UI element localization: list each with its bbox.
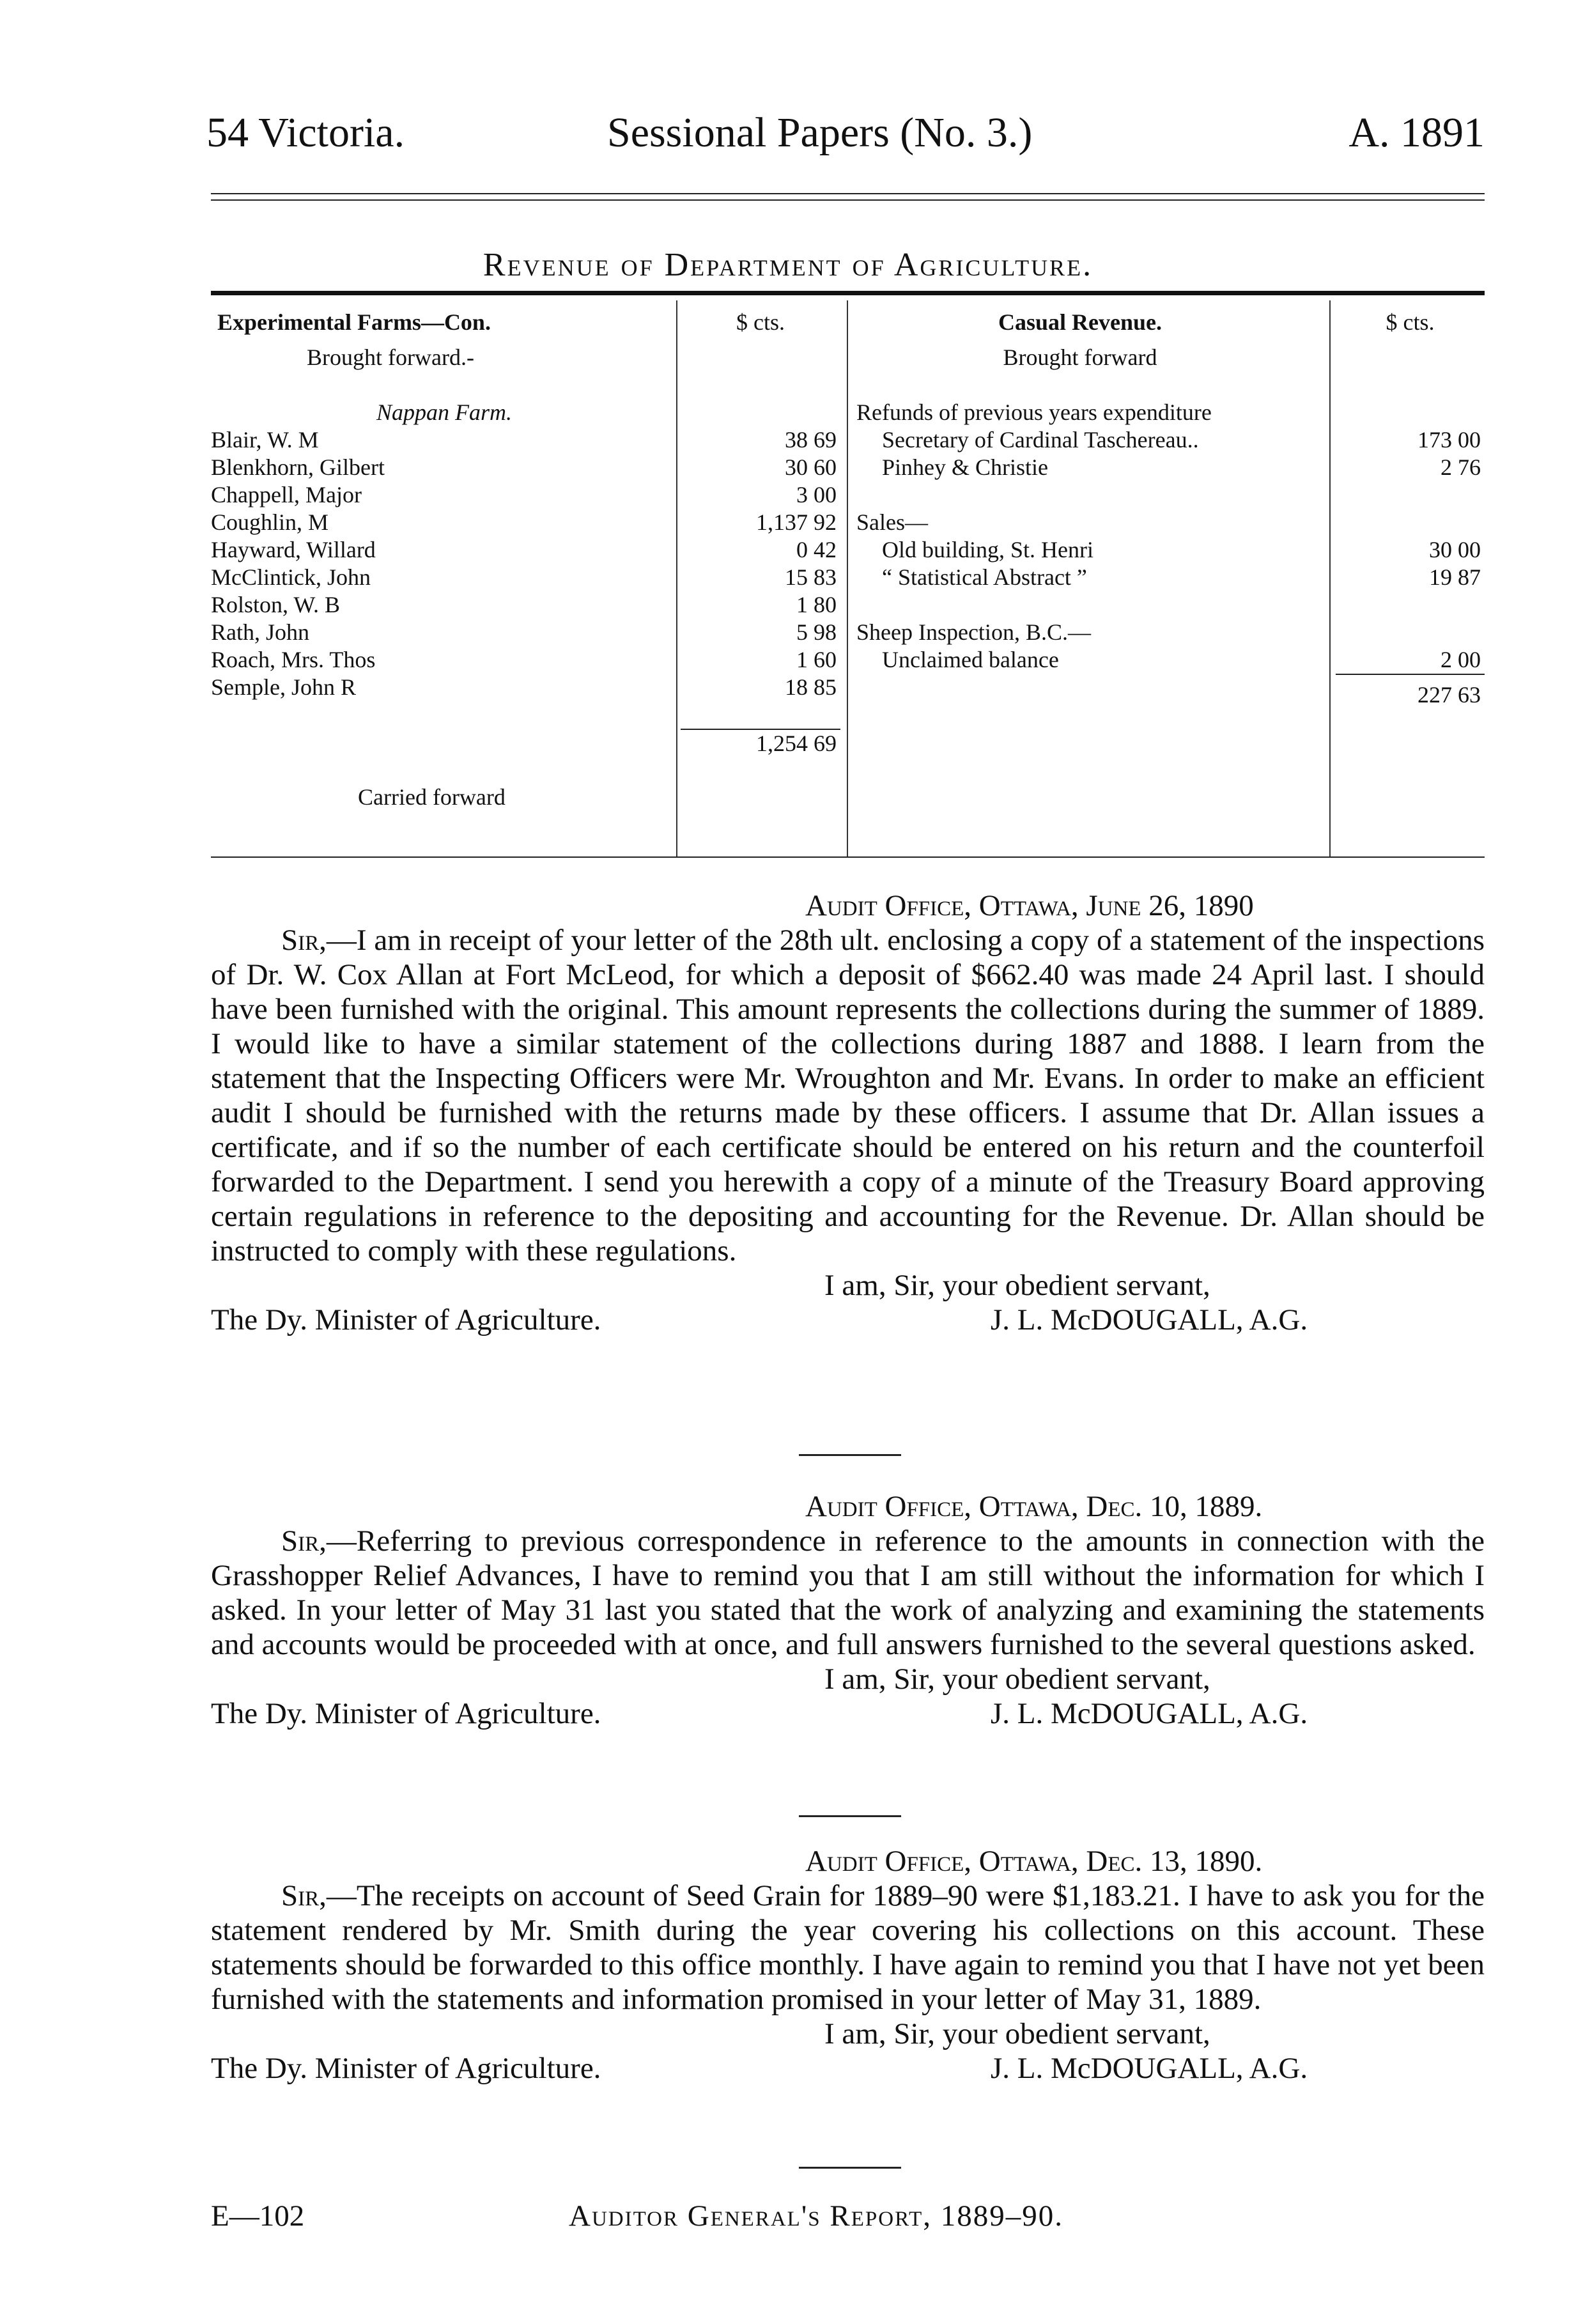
amount-cell: 19 87 <box>1429 564 1481 590</box>
letter-text: —The receipts on account of Seed Grain for 1889–90 were $1,183.21. I have to ask you for the statement rendered by Mr. Smith during the year covering his collections on this account. These statements should be forwarded to this office monthly. I have again to remind you that I have not yet been furnished with the statements and information promised in your letter of May 31, 1889. <box>211 1879 1485 2016</box>
table-row: Blenkhorn, Gilbert <box>211 454 385 480</box>
letter-body <box>211 923 1485 1268</box>
column-divider <box>1329 300 1331 856</box>
casual-revenue-column <box>856 300 1304 674</box>
title-rule <box>211 291 1485 295</box>
table-row: Unclaimed balance <box>882 647 1059 672</box>
table-row: Secretary of Cardinal Taschereau.. <box>882 427 1199 453</box>
letter-signature: J. L. McDOUGALL, A.G. <box>991 1697 1308 1730</box>
experimental-farms-heading: Experimental Farms—Con. <box>217 309 491 335</box>
sheep-inspection-label: Sheep Inspection, B.C.— <box>856 619 1091 645</box>
header-year: A. 1891 <box>1348 109 1485 156</box>
amount-cell: 5 98 <box>796 619 837 645</box>
amount-cell: 30 00 <box>1429 537 1481 562</box>
letter-2 <box>211 1489 1485 1731</box>
letter-dateline: Audit Office, Ottawa, Dec. 13, 1890. <box>805 1845 1263 1878</box>
table-row: Pinhey & Christie <box>882 454 1048 480</box>
table-row: “ Statistical Abstract ” <box>882 564 1087 590</box>
brought-forward-label: Brought forward <box>1003 345 1157 370</box>
casual-revenue-total: 227 63 <box>1336 674 1485 715</box>
table-row: Chappell, Major <box>211 482 362 507</box>
nappan-total: 1,254 69 <box>681 729 840 757</box>
table-row: Rath, John <box>211 619 310 645</box>
casual-revenue-amounts <box>1336 300 1485 715</box>
letter-dateline: Audit Office, Ottawa, Dec. 10, 1889. <box>805 1490 1263 1523</box>
letter-signature-line <box>211 1303 1485 1337</box>
letter-signature-line <box>211 1696 1485 1731</box>
letter-dateline: Audit Office, Ottawa, June 26, 1890 <box>805 889 1254 922</box>
amount-cell: 18 85 <box>785 674 837 700</box>
letter-closing: I am, Sir, your obedient servant, <box>824 1269 1210 1302</box>
header-sessional-papers: Sessional Papers (No. 3.) <box>607 109 1033 156</box>
page-title: Revenue of Department of Agriculture. <box>483 247 1093 283</box>
amount-heading: $ cts. <box>1386 309 1435 335</box>
header-session: 54 Victoria. <box>206 109 405 156</box>
letter-separator <box>799 1815 901 1817</box>
table-row: Blair, W. M <box>211 427 319 453</box>
amount-cell: 1 60 <box>796 647 837 672</box>
casual-revenue-heading: Casual Revenue. <box>998 309 1162 335</box>
carried-forward-label: Carried forward <box>358 784 506 810</box>
amount-cell: 38 69 <box>785 427 837 453</box>
table-row: Roach, Mrs. Thos <box>211 647 376 672</box>
header-rule <box>211 193 1485 201</box>
sales-label: Sales— <box>856 509 928 535</box>
amount-cell: 173 00 <box>1418 427 1481 453</box>
letter-signature: J. L. McDOUGALL, A.G. <box>991 2052 1308 2085</box>
letter-text: —I am in receipt of your letter of the 28th ult. enclosing a copy of a statement of the inspections of Dr. W. Cox Allan at Fort McLeod, for which a deposit of $662.40 was made 24 April last. I should have been furnished with the original. This amount represents the collections during the summer of 1889. I would like to have a similar statement of the collections during 1887 and 1888. I learn from the statement that the Inspecting Officers were Mr. Wroughton and Mr. Evans. In order to make an efficient audit I should be furnished with the returns made by these officers. I assume that Dr. Allan issues a certificate, and if so the number of each certificate should be entered on his return and the counterfoil forwarded to the Department. I send you herewith a copy of a minute of the Treasury Board approving certain regulations in reference to the depositing and accounting for the Revenue. Dr. Allan should be instructed to comply with these regulations. <box>211 924 1485 1267</box>
letter-signature: J. L. McDOUGALL, A.G. <box>991 1303 1308 1336</box>
experimental-farms-amounts <box>681 300 840 757</box>
amount-cell: 2 76 <box>1441 454 1481 480</box>
nappan-farm-subheading: Nappan Farm. <box>376 399 512 425</box>
letter-separator <box>799 1454 901 1456</box>
letter-body <box>211 1879 1485 2017</box>
amount-cell: 1,137 92 <box>756 509 837 535</box>
amount-cell: 30 60 <box>785 454 837 480</box>
letter-salutation: Sir, <box>281 924 327 957</box>
table-row: Hayward, Willard <box>211 537 376 562</box>
refunds-label: Refunds of previous years expenditure <box>856 399 1212 425</box>
table-row: McClintick, John <box>211 564 371 590</box>
letter-3 <box>211 1844 1485 2086</box>
letter-closing: I am, Sir, your obedient servant, <box>824 2017 1210 2050</box>
amount-cell: 3 00 <box>796 482 837 507</box>
amount-heading: $ cts. <box>736 309 785 335</box>
experimental-farms-column <box>211 300 677 811</box>
letter-closing: I am, Sir, your obedient servant, <box>824 1662 1210 1696</box>
column-divider <box>847 300 848 856</box>
report-title: Auditor General's Report, 1889–90. <box>569 2199 1064 2233</box>
table-bottom-rule <box>211 856 1485 858</box>
table-row: Rolston, W. B <box>211 592 341 617</box>
amount-cell: 1 80 <box>796 592 837 617</box>
table-row: Coughlin, M <box>211 509 329 535</box>
revenue-table <box>211 300 1485 876</box>
letter-salutation: Sir, <box>281 1524 327 1558</box>
letter-addressee: The Dy. Minister of Agriculture. <box>211 1697 601 1730</box>
letter-separator <box>799 2167 901 2169</box>
letter-addressee: The Dy. Minister of Agriculture. <box>211 2052 601 2085</box>
amount-cell: 2 00 <box>1441 647 1481 672</box>
letter-body <box>211 1524 1485 1662</box>
table-row: Old building, St. Henri <box>882 537 1093 562</box>
letter-salutation: Sir, <box>281 1879 327 1912</box>
amount-cell: 15 83 <box>785 564 837 590</box>
letter-addressee: The Dy. Minister of Agriculture. <box>211 1303 601 1336</box>
letter-1 <box>211 888 1485 1337</box>
letter-text: —Referring to previous correspondence in reference to the amounts in connection with the Grasshopper Relief Advances, I have to remind you that I am still without the information for which I asked. In your letter of May 31 last you stated that the work of analyzing and examining the statements and accounts would be proceeded with at once, and full answers furnished to the several questions asked. <box>211 1524 1485 1661</box>
brought-forward-label: Brought forward.- <box>307 345 474 370</box>
table-row: Semple, John R <box>211 674 357 700</box>
page-number: E—102 <box>211 2199 305 2233</box>
amount-cell: 0 42 <box>796 537 837 562</box>
letter-signature-line <box>211 2051 1485 2086</box>
